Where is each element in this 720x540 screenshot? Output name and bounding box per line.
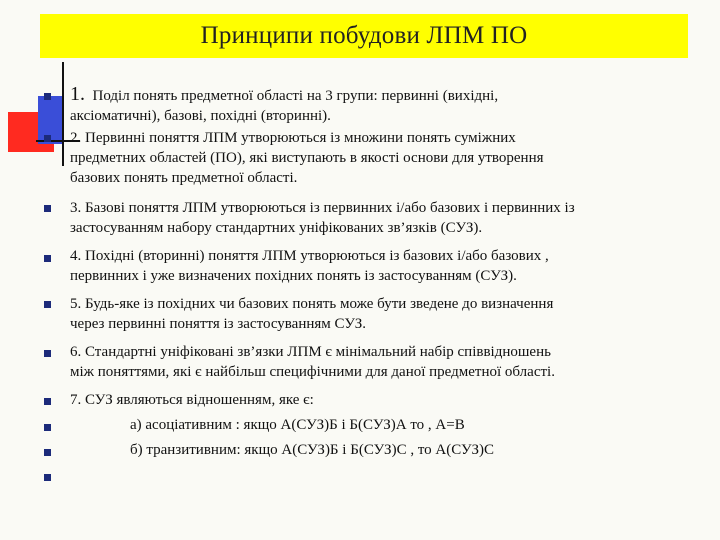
decorative-blue-square xyxy=(38,96,64,144)
list-item xyxy=(70,198,575,238)
bullet-icon xyxy=(44,301,51,308)
list-item xyxy=(70,440,494,460)
list-item xyxy=(70,128,544,188)
item-text-cont: первинних і уже визначених похідних понять із застосуванням (СУЗ). xyxy=(70,268,517,284)
item-text-cont: між поняттями, які є найбільш специфічними для даної предметної області. xyxy=(70,364,555,380)
list-item xyxy=(70,246,549,286)
slide-title: Принципи побудови ЛПМ ПО xyxy=(200,22,528,49)
list-item xyxy=(70,415,465,435)
item-text-cont: через первинні поняття із застосуванням СУЗ. xyxy=(70,316,367,332)
item-number: 1. xyxy=(70,83,85,105)
bullet-icon xyxy=(44,424,51,431)
decorative-vertical-line xyxy=(62,62,64,166)
title-bar xyxy=(40,14,688,58)
item-text: 3. Базові поняття ЛПМ утворюються із первинних і/або базових і первинних із xyxy=(70,200,575,216)
item-text-cont: предметних областей (ПО), які виступають в якості основи для утворення xyxy=(70,150,544,166)
item-text: 7. СУЗ являються відношенням, яке є: xyxy=(70,392,314,408)
item-text: 2. Первинні поняття ЛПМ утворюються із множини понять суміжних xyxy=(70,130,516,146)
bullet-icon xyxy=(44,135,51,142)
list-item xyxy=(70,294,553,334)
item-text-cont: базових понять предметної області. xyxy=(70,170,298,186)
item-text: 4. Похідні (вторинні) поняття ЛПМ утворюються із базових і/або базових , xyxy=(70,248,549,264)
item-text-cont: аксіоматичні), базові, похідні (вторинні). xyxy=(70,108,331,124)
bullet-icon xyxy=(44,474,51,481)
item-text: а) асоціативним : якщо А(СУЗ)Б і Б(СУЗ)А то , А=В xyxy=(130,417,465,433)
bullet-icon xyxy=(44,398,51,405)
bullet-icon xyxy=(44,255,51,262)
item-text: 5. Будь-яке із похідних чи базових понять може бути зведене до визначення xyxy=(70,296,554,312)
bullet-icon xyxy=(44,93,51,100)
bullet-icon xyxy=(44,350,51,357)
item-text: Поділ понять предметної області на 3 групи: первинні (вихідні, xyxy=(92,88,499,104)
list-item xyxy=(70,84,498,126)
bullet-icon xyxy=(44,449,51,456)
item-text: б) транзитивним: якщо А(СУЗ)Б і Б(СУЗ)С , то А(СУЗ)С xyxy=(130,442,494,458)
bullet-icon xyxy=(44,205,51,212)
item-text: 6. Стандартні уніфіковані зв’язки ЛПМ є мінімальний набір співвідношень xyxy=(70,344,551,360)
item-text-cont: застосуванням набору стандартних уніфікованих зв’язків (СУЗ). xyxy=(70,220,483,236)
list-item xyxy=(70,342,555,382)
list-item xyxy=(70,390,314,410)
